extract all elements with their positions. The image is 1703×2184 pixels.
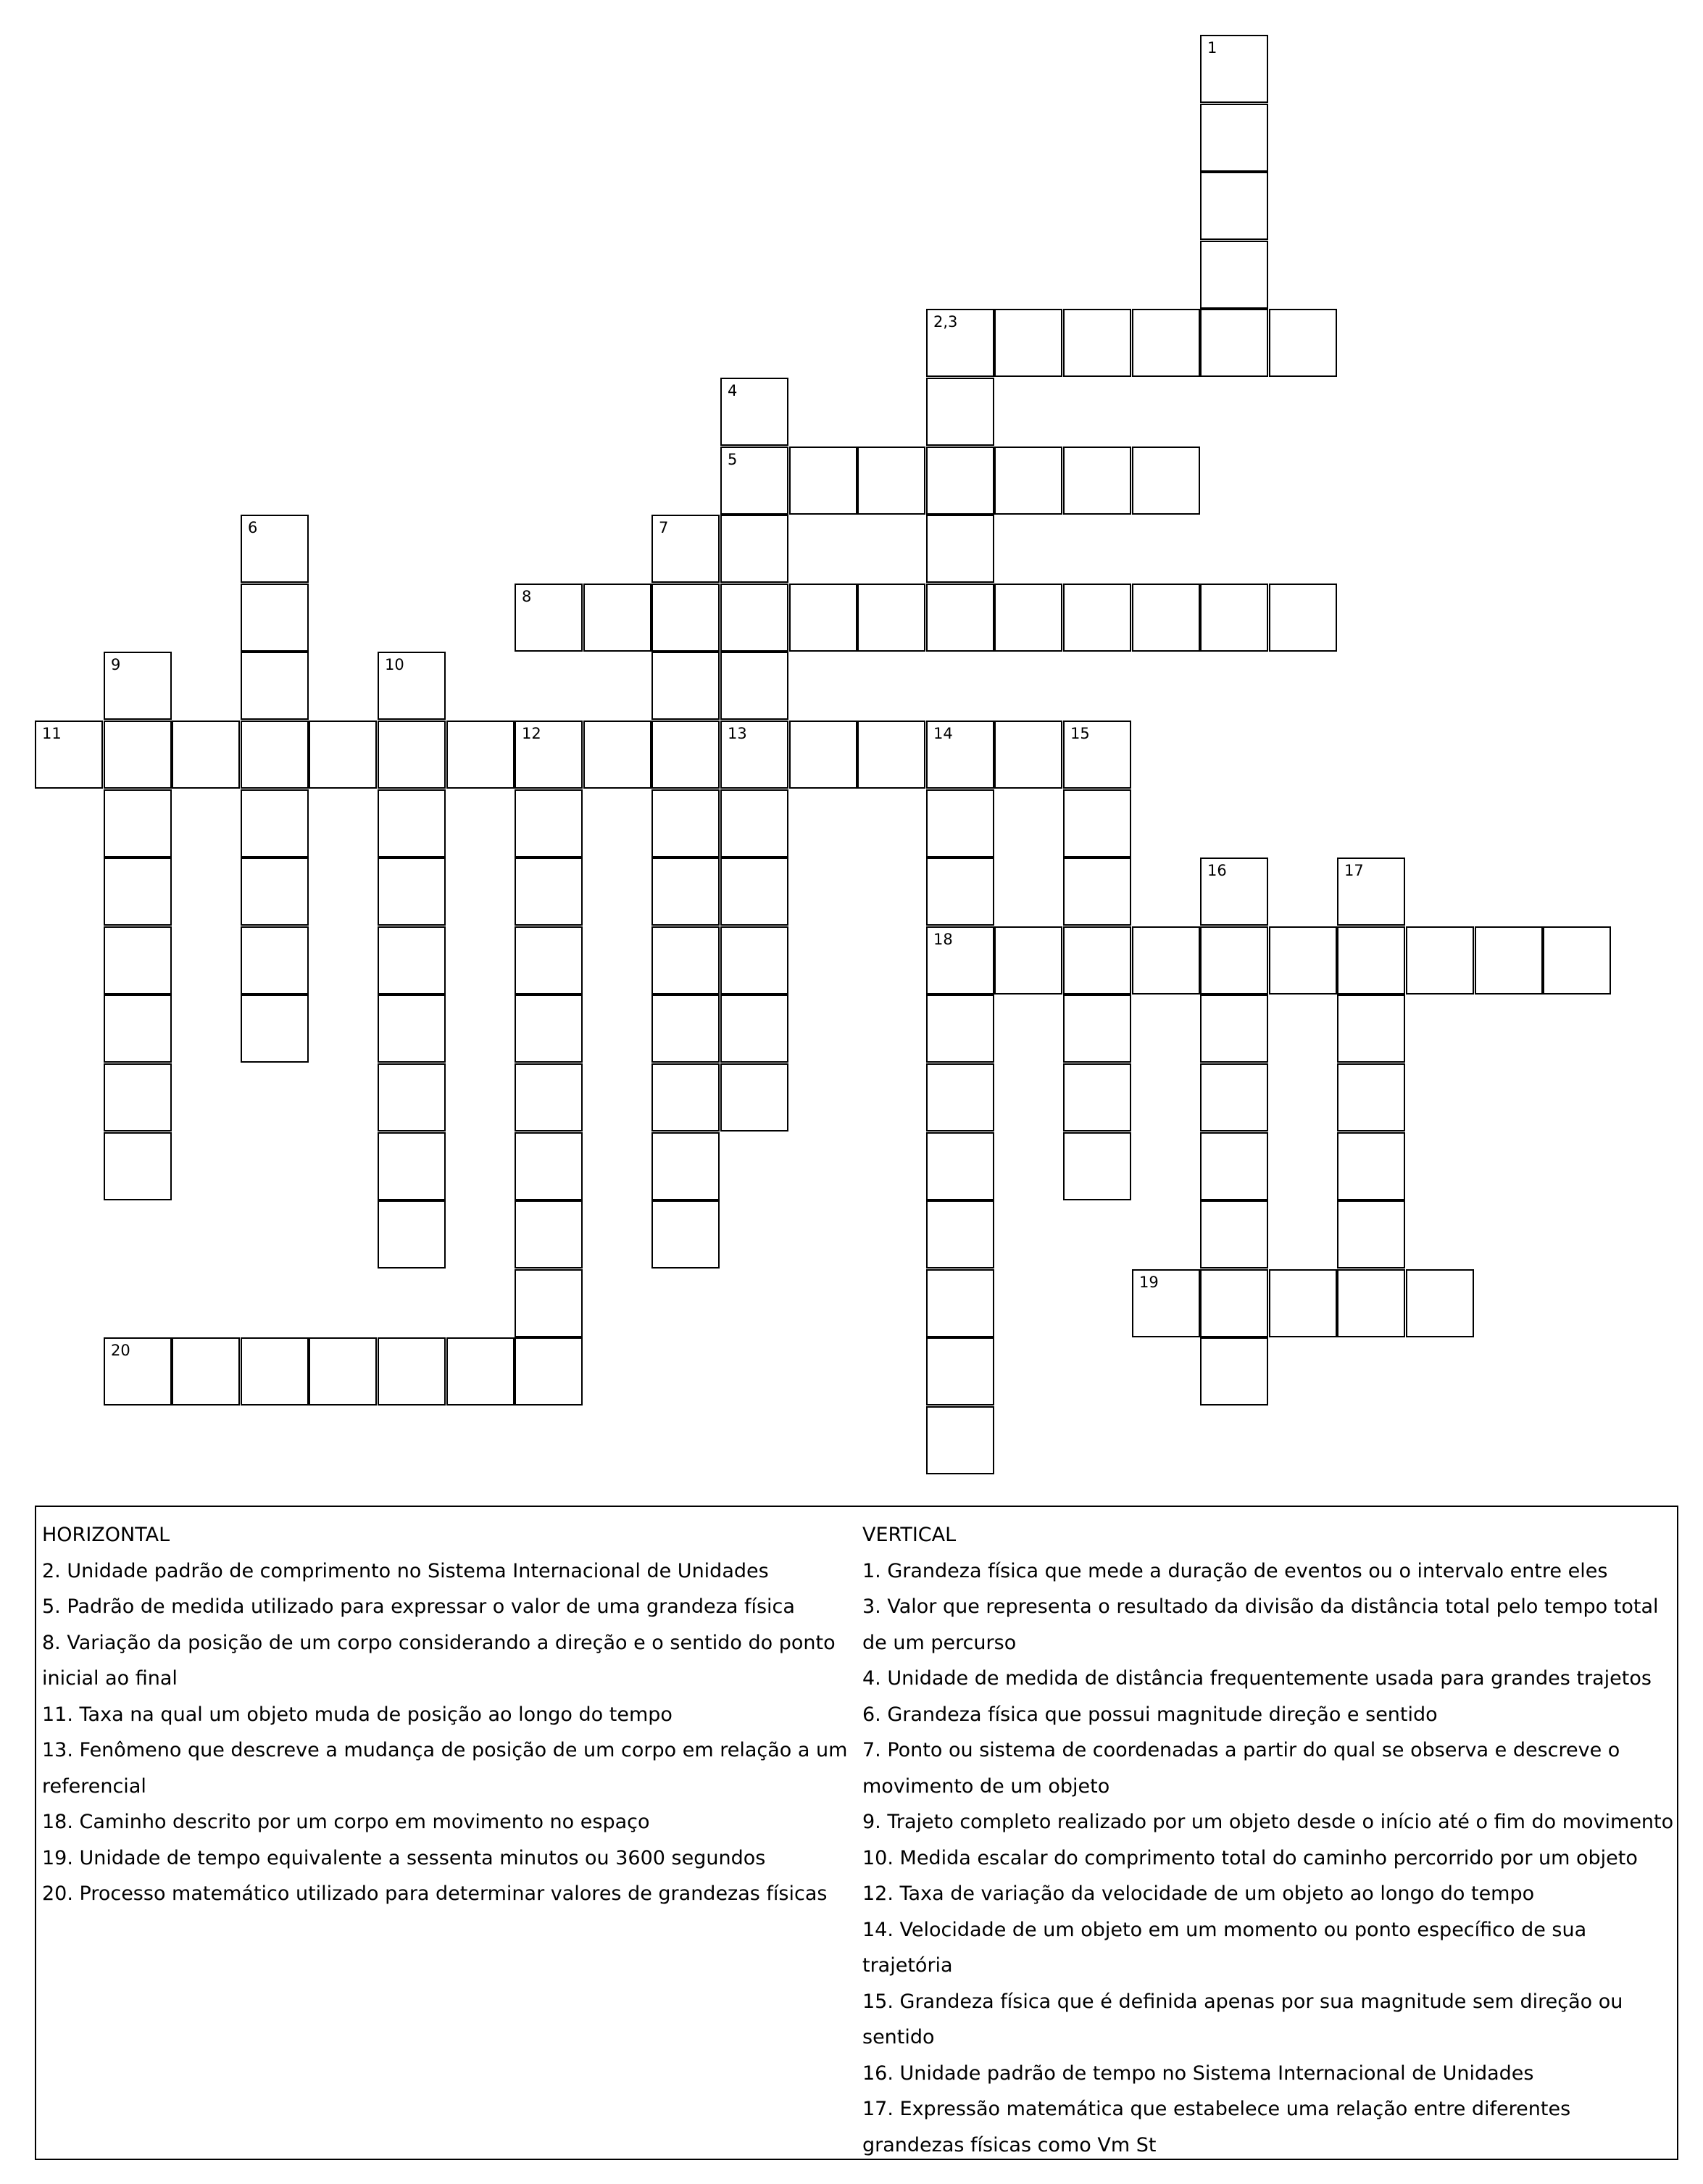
crossword-cell[interactable] [1200, 1132, 1268, 1200]
crossword-cell[interactable] [1063, 858, 1131, 926]
crossword-cell[interactable] [926, 584, 994, 652]
crossword-cell[interactable] [1475, 926, 1543, 995]
crossword-cell[interactable] [515, 1063, 583, 1132]
crossword-cell[interactable] [994, 584, 1062, 652]
crossword-cell[interactable] [926, 1200, 994, 1269]
crossword-cell[interactable] [1269, 1269, 1337, 1337]
crossword-cell[interactable] [926, 995, 994, 1063]
crossword-cell[interactable] [583, 721, 651, 789]
clue-number-label: 7 [659, 519, 669, 536]
crossword-cell[interactable] [1200, 926, 1268, 995]
crossword-cell[interactable] [104, 858, 172, 926]
crossword-cell[interactable] [720, 378, 788, 446]
crossword-cell[interactable] [926, 1269, 994, 1337]
clue-number-label: 8 [522, 588, 532, 605]
crossword-cell[interactable] [651, 1132, 720, 1200]
clue-number-label: 2,3 [933, 313, 958, 331]
crossword-cell[interactable] [720, 995, 788, 1063]
crossword-cell[interactable] [241, 652, 309, 720]
clue-number-label: 11 [42, 725, 62, 742]
crossword-cell[interactable] [651, 789, 720, 858]
clue-horizontal-18: 18. Caminho descrito por um corpo em movimento no espaço [42, 1811, 650, 1833]
crossword-cell[interactable] [1200, 858, 1268, 926]
crossword-cell[interactable] [789, 584, 857, 652]
clue-number-label: 20 [111, 1342, 130, 1359]
crossword-cell[interactable] [446, 721, 515, 789]
clue-number-label: 19 [1139, 1274, 1159, 1291]
crossword-cell[interactable] [1269, 584, 1337, 652]
clue-vertical-12: 12. Taxa de variação da velocidade de um objeto ao longo do tempo [862, 1882, 1535, 1905]
crossword-cell[interactable] [651, 1200, 720, 1269]
crossword-cell[interactable] [1132, 1269, 1200, 1337]
crossword-cell[interactable] [378, 1200, 446, 1269]
crossword-cell[interactable] [378, 1337, 446, 1406]
clue-horizontal-19: 19. Unidade de tempo equivalente a sessenta minutos ou 3600 segundos [42, 1846, 766, 1869]
crossword-cell[interactable] [1543, 926, 1611, 995]
crossword-cell[interactable] [515, 926, 583, 995]
crossword-cell[interactable] [994, 721, 1062, 789]
crossword-cell[interactable] [789, 447, 857, 515]
crossword-cell[interactable] [104, 721, 172, 789]
crossword-cell[interactable] [378, 789, 446, 858]
crossword-cell[interactable] [241, 515, 309, 583]
clue-vertical-7: 7. Ponto ou sistema de coordenadas a partir do qual se observa e descreve o movimento de um objeto [862, 1739, 1620, 1798]
clue-horizontal-8: 8. Variação da posição de um corpo considerando a direção e o sentido do ponto inicial ao final [42, 1631, 836, 1690]
crossword-cell[interactable] [720, 926, 788, 995]
crossword-cell[interactable] [1337, 995, 1405, 1063]
clue-horizontal-2: 2. Unidade padrão de comprimento no Sistema Internacional de Unidades [42, 1559, 769, 1582]
crossword-cell[interactable] [1337, 1063, 1405, 1132]
crossword-cell[interactable] [1337, 926, 1405, 995]
crossword-cell[interactable] [1063, 721, 1131, 789]
clue-vertical-17: 17. Expressão matemática que estabelece uma relação entre diferentes grandezas físicas como Vm St [862, 2098, 1571, 2156]
crossword-cell[interactable] [651, 858, 720, 926]
crossword-cell[interactable] [1063, 926, 1131, 995]
crossword-cell[interactable] [926, 926, 994, 995]
crossword-cell[interactable] [378, 721, 446, 789]
crossword-cell[interactable] [515, 1200, 583, 1269]
crossword-cell[interactable] [720, 858, 788, 926]
crossword-cell[interactable] [1200, 35, 1268, 103]
crossword-cell[interactable] [1269, 309, 1337, 377]
crossword-cell[interactable] [1200, 241, 1268, 309]
crossword-cell[interactable] [515, 1337, 583, 1406]
clue-vertical-1: 1. Grandeza física que mede a duração de eventos ou o intervalo entre eles [862, 1559, 1608, 1582]
clue-vertical-3: 3. Valor que representa o resultado da divisão da distância total pelo tempo total de um percurso [862, 1595, 1659, 1654]
clue-box [35, 1506, 1678, 2160]
crossword-cell[interactable] [1337, 1132, 1405, 1200]
clue-vertical-9: 9. Trajeto completo realizado por um objeto desde o início até o fim do movimento [862, 1811, 1674, 1833]
crossword-cell[interactable] [515, 789, 583, 858]
crossword-cell[interactable] [241, 789, 309, 858]
crossword-cell[interactable] [515, 1269, 583, 1337]
crossword-cell[interactable] [172, 721, 240, 789]
crossword-cell[interactable] [1063, 309, 1131, 377]
crossword-cell[interactable] [1063, 584, 1131, 652]
clue-number-label: 14 [933, 725, 953, 742]
crossword-cell[interactable] [378, 1063, 446, 1132]
crossword-cell[interactable] [378, 926, 446, 995]
clue-horizontal-5: 5. Padrão de medida utilizado para expressar o valor de uma grandeza física [42, 1595, 795, 1618]
crossword-cell[interactable] [1200, 172, 1268, 240]
crossword-cell[interactable] [1337, 858, 1405, 926]
crossword-cell[interactable] [1200, 584, 1268, 652]
crossword-cell[interactable] [857, 447, 925, 515]
crossword-cell[interactable] [515, 858, 583, 926]
crossword-cell[interactable] [720, 447, 788, 515]
crossword-cell[interactable] [1200, 995, 1268, 1063]
crossword-cell[interactable] [241, 926, 309, 995]
crossword-cell[interactable] [1200, 1200, 1268, 1269]
crossword-cell[interactable] [1063, 1132, 1131, 1200]
crossword-cell[interactable] [1406, 1269, 1474, 1337]
crossword-cell[interactable] [994, 447, 1062, 515]
crossword-cell[interactable] [1406, 926, 1474, 995]
clue-vertical-10: 10. Medida escalar do comprimento total do caminho percorrido por um objeto [862, 1846, 1638, 1869]
crossword-cell[interactable] [1200, 1269, 1268, 1337]
crossword-cell[interactable] [241, 1337, 309, 1406]
clue-vertical-4: 4. Unidade de medida de distância frequentemente usada para grandes trajetos [862, 1667, 1652, 1690]
crossword-cell[interactable] [720, 1063, 788, 1132]
crossword-cell[interactable] [1132, 309, 1200, 377]
crossword-cell[interactable] [1200, 1063, 1268, 1132]
crossword-cell[interactable] [104, 995, 172, 1063]
crossword-cell[interactable] [241, 858, 309, 926]
crossword-cell[interactable] [926, 1406, 994, 1474]
crossword-cell[interactable] [926, 378, 994, 446]
clue-vertical-6: 6. Grandeza física que possui magnitude direção e sentido [862, 1703, 1438, 1726]
clue-number-label: 17 [1344, 862, 1364, 879]
crossword-cell[interactable] [1200, 309, 1268, 377]
crossword-cell[interactable] [446, 1337, 515, 1406]
clue-number-label: 18 [933, 931, 953, 948]
crossword-cell[interactable] [651, 584, 720, 652]
clue-vertical-14: 14. Velocidade de um objeto em um momento ou ponto específico de sua trajetória [862, 1918, 1587, 1977]
crossword-cell[interactable] [378, 652, 446, 720]
clue-number-label: 5 [728, 451, 738, 468]
crossword-cell[interactable] [1063, 995, 1131, 1063]
clue-number-label: 15 [1070, 725, 1090, 742]
crossword-cell[interactable] [994, 309, 1062, 377]
crossword-cell[interactable] [651, 995, 720, 1063]
crossword-cell[interactable] [309, 1337, 377, 1406]
clue-number-label: 13 [728, 725, 747, 742]
crossword-cell[interactable] [720, 721, 788, 789]
crossword-cell[interactable] [104, 652, 172, 720]
crossword-cell[interactable] [926, 789, 994, 858]
crossword-cell[interactable] [857, 584, 925, 652]
clue-number-label: 16 [1207, 862, 1227, 879]
crossword-cell[interactable] [515, 1132, 583, 1200]
crossword-cell[interactable] [1063, 1063, 1131, 1132]
crossword-cell[interactable] [720, 515, 788, 583]
crossword-cell[interactable] [1200, 104, 1268, 172]
crossword-cell[interactable] [720, 584, 788, 652]
crossword-cell[interactable] [651, 1063, 720, 1132]
crossword-cell[interactable] [926, 721, 994, 789]
crossword-cell[interactable] [241, 584, 309, 652]
crossword-cell[interactable] [1337, 1200, 1405, 1269]
crossword-cell[interactable] [378, 1132, 446, 1200]
crossword-cell[interactable] [104, 1132, 172, 1200]
crossword-cell[interactable] [1200, 1337, 1268, 1406]
crossword-cell[interactable] [926, 515, 994, 583]
crossword-cell[interactable] [515, 721, 583, 789]
clue-number-label: 6 [248, 519, 258, 536]
horizontal-heading: HORIZONTAL [42, 1524, 170, 1546]
crossword-cell[interactable] [1063, 447, 1131, 515]
crossword-cell[interactable] [378, 995, 446, 1063]
crossword-cell[interactable] [720, 652, 788, 720]
crossword-cell[interactable] [378, 858, 446, 926]
crossword-cell[interactable] [172, 1337, 240, 1406]
crossword-cell[interactable] [1269, 926, 1337, 995]
horizontal-clues [42, 1517, 854, 1912]
crossword-cell[interactable] [515, 584, 583, 652]
clue-vertical-15: 15. Grandeza física que é definida apenas por sua magnitude sem direção ou sentido [862, 1990, 1623, 2048]
clue-vertical-16: 16. Unidade padrão de tempo no Sistema Internacional de Unidades [862, 2061, 1534, 2085]
clue-number-label: 9 [111, 656, 121, 673]
crossword-cell[interactable] [241, 721, 309, 789]
crossword-cell[interactable] [104, 1063, 172, 1132]
crossword-cell[interactable] [1132, 926, 1200, 995]
crossword-cell[interactable] [857, 721, 925, 789]
crossword-cell[interactable] [241, 995, 309, 1063]
crossword-cell[interactable] [926, 309, 994, 377]
crossword-cell[interactable] [926, 1132, 994, 1200]
clue-number-label: 10 [385, 656, 404, 673]
crossword-cell[interactable] [1063, 789, 1131, 858]
crossword-cell[interactable] [926, 1063, 994, 1132]
crossword-cell[interactable] [720, 789, 788, 858]
crossword-cell[interactable] [926, 447, 994, 515]
clue-number-label: 4 [728, 382, 738, 399]
crossword-cell[interactable] [926, 858, 994, 926]
crossword-cell[interactable] [583, 584, 651, 652]
crossword-cell[interactable] [926, 1337, 994, 1406]
clue-horizontal-13: 13. Fenômeno que descreve a mudança de posição de um corpo em relação a um referencial [42, 1739, 848, 1798]
crossword-cell[interactable] [651, 515, 720, 583]
clue-number-label: 12 [522, 725, 541, 742]
crossword-cell[interactable] [104, 1337, 172, 1406]
vertical-heading: VERTICAL [862, 1524, 957, 1546]
crossword-cell[interactable] [1132, 584, 1200, 652]
crossword-cell[interactable] [789, 721, 857, 789]
crossword-cell[interactable] [104, 926, 172, 995]
clue-horizontal-11: 11. Taxa na qual um objeto muda de posição ao longo do tempo [42, 1703, 673, 1726]
crossword-cell[interactable] [651, 926, 720, 995]
crossword-cell[interactable] [651, 652, 720, 720]
vertical-clues [862, 1517, 1675, 2163]
crossword-cell[interactable] [651, 721, 720, 789]
crossword-cell[interactable] [1132, 447, 1200, 515]
crossword-cell[interactable] [994, 926, 1062, 995]
crossword-cell[interactable] [35, 721, 103, 789]
crossword-cell[interactable] [1337, 1269, 1405, 1337]
clue-number-label: 1 [1207, 39, 1217, 57]
clue-horizontal-20: 20. Processo matemático utilizado para determinar valores de grandezas físicas [42, 1882, 828, 1905]
crossword-cell[interactable] [309, 721, 377, 789]
crossword-cell[interactable] [104, 789, 172, 858]
crossword-cell[interactable] [515, 995, 583, 1063]
